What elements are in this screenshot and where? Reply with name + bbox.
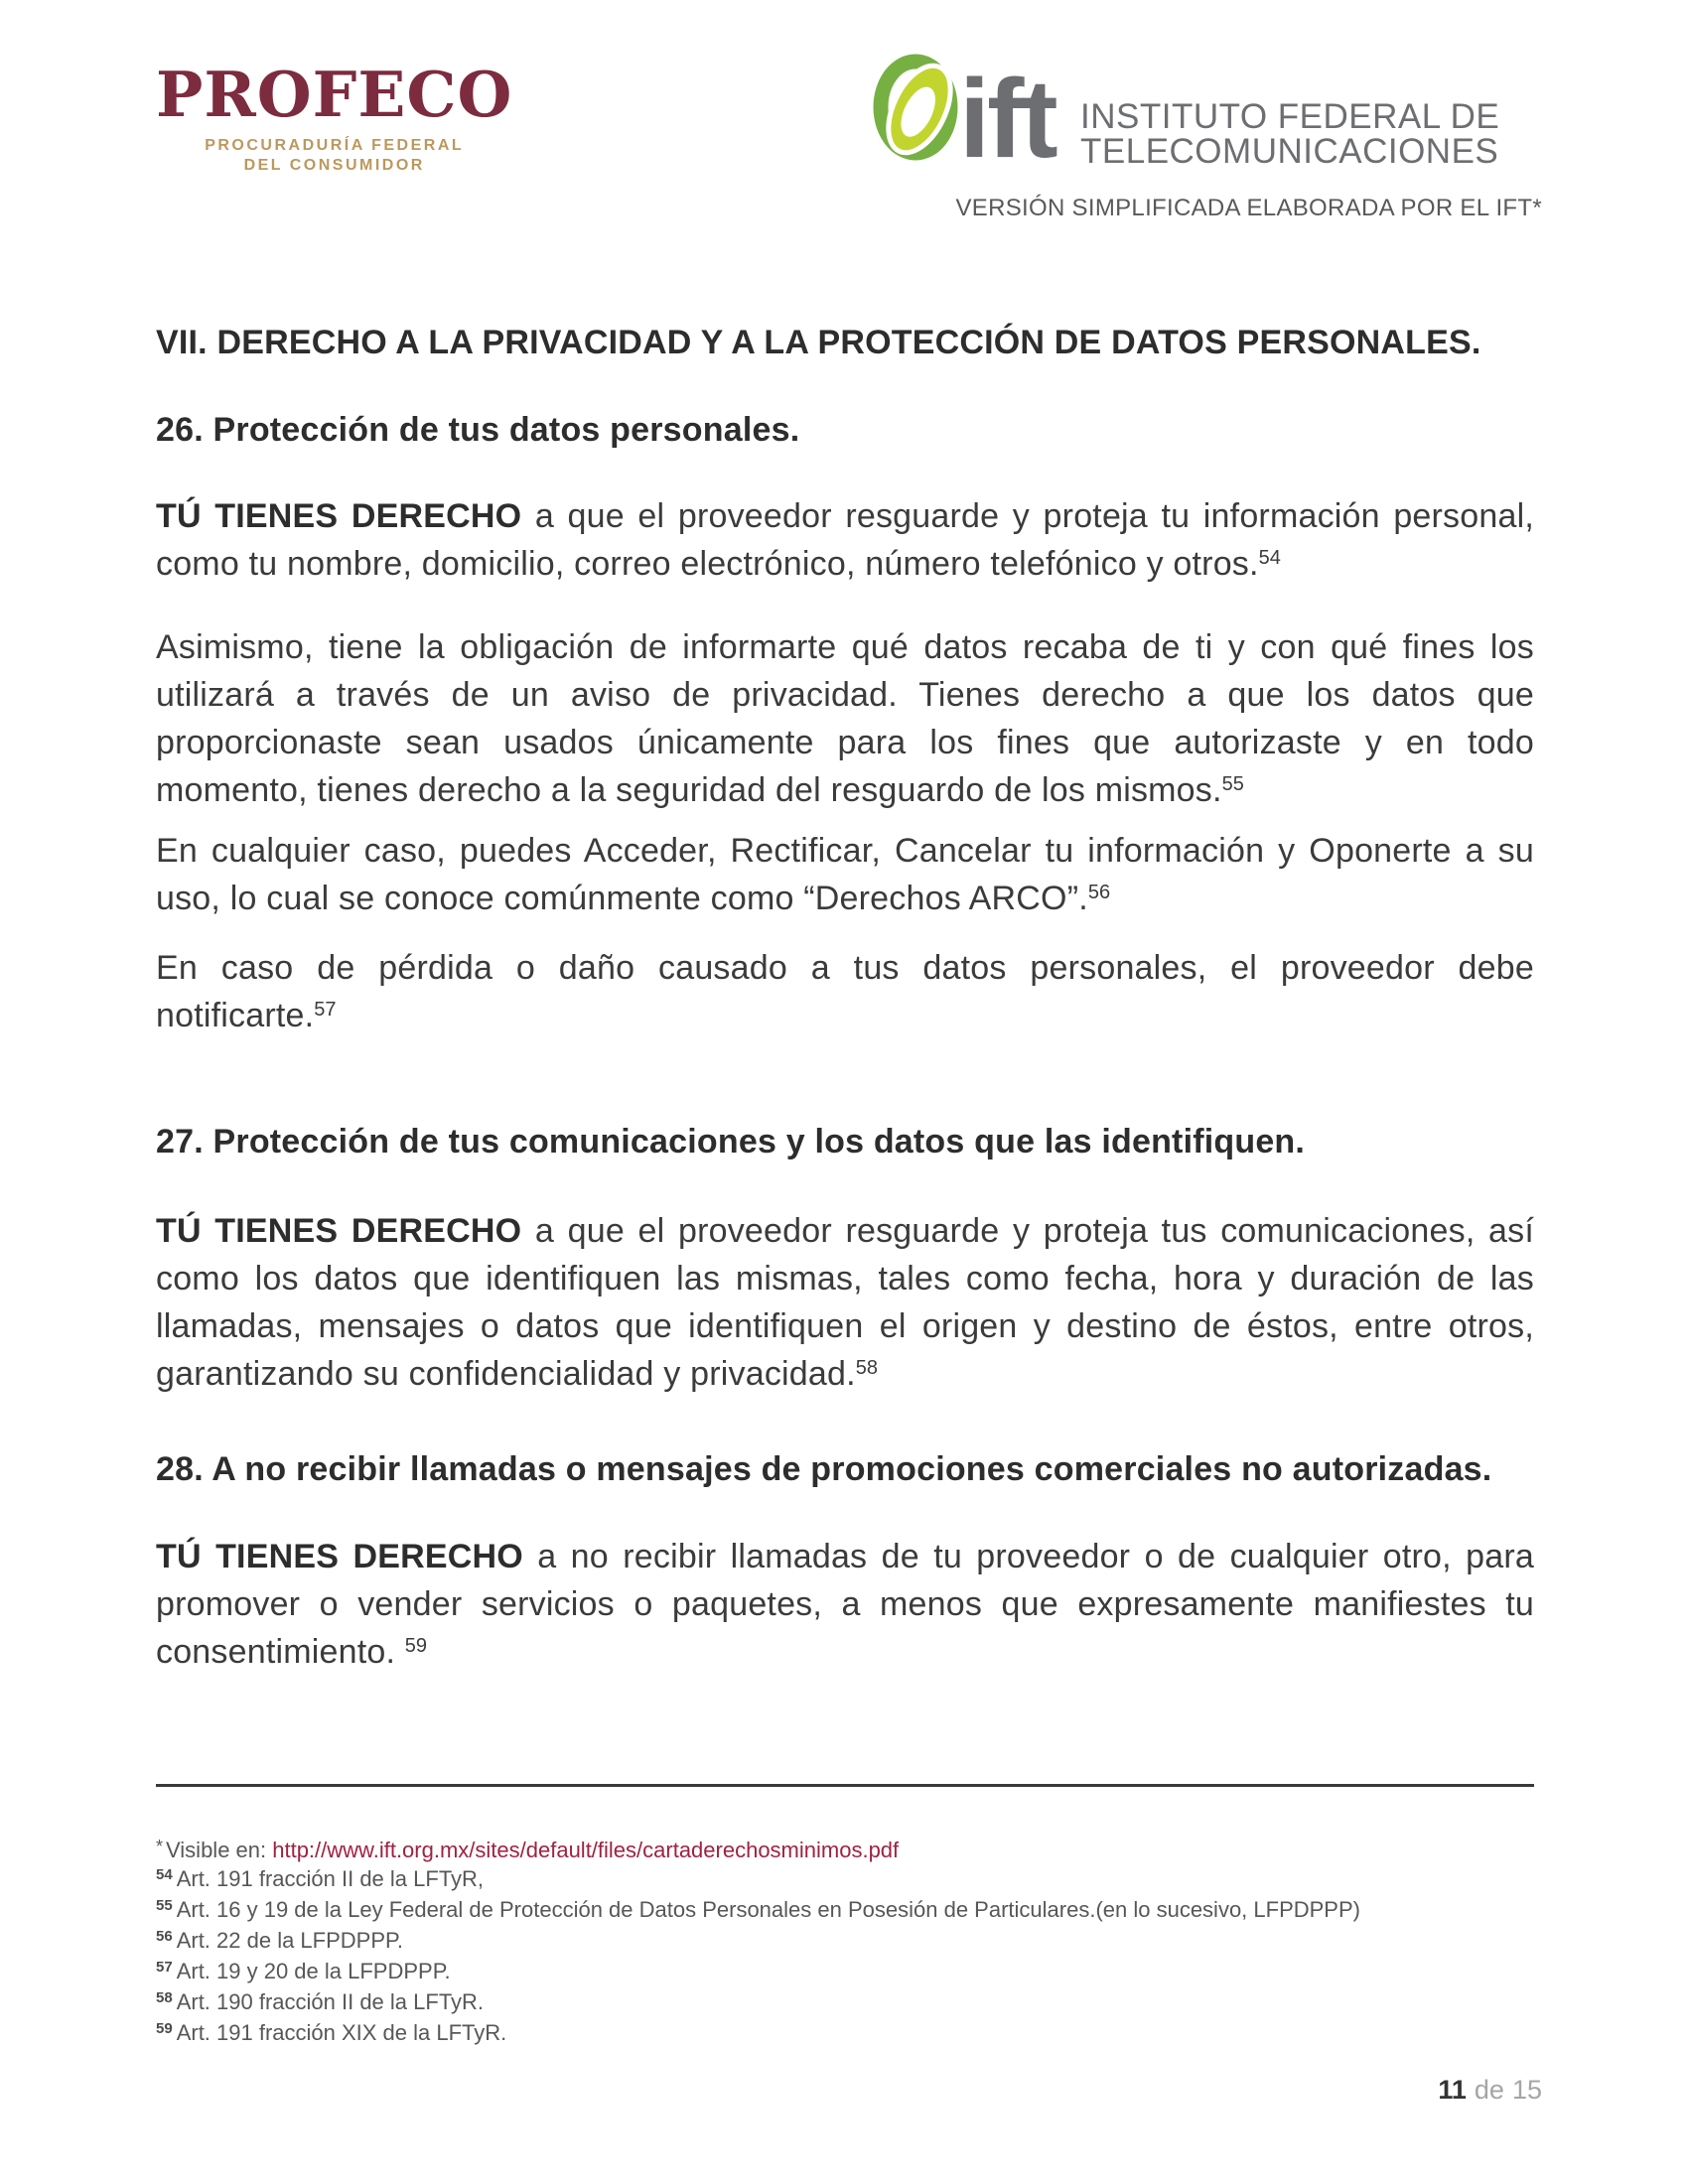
ift-name-line1: INSTITUTO FEDERAL DE bbox=[1080, 97, 1500, 136]
footnote-link[interactable]: http://www.ift.org.mx/sites/default/files/cartaderechosminimos.pdf bbox=[272, 1838, 900, 1862]
footnote-ref-54: 54 bbox=[1258, 547, 1281, 569]
footnote-ref-55: 55 bbox=[1221, 773, 1244, 795]
footnote-ref-57: 57 bbox=[314, 999, 337, 1021]
footnote-59-text: Art. 191 fracción XIX de la LFTyR. bbox=[176, 2020, 507, 2045]
profeco-logo bbox=[156, 58, 513, 176]
version-tagline: VERSIÓN SIMPLIFICADA ELABORADA POR EL IFT* bbox=[955, 195, 1542, 221]
paragraph-26-4-text: En caso de pérdida o daño causado a tus datos personales, el proveedor debe notificarte. bbox=[156, 949, 1534, 1034]
footnotes bbox=[156, 1837, 1546, 2050]
profeco-wordmark: PROFECO bbox=[156, 58, 513, 131]
paragraph-28-1-lead: TÚ TIENES DERECHO bbox=[156, 1538, 523, 1575]
paragraph-26-4 bbox=[156, 944, 1534, 1044]
footnote-57-text: Art. 19 y 20 de la LFPDPPP. bbox=[176, 1959, 451, 1983]
footnote-ref-58: 58 bbox=[855, 1357, 879, 1379]
footnote-59 bbox=[156, 2019, 1546, 2050]
footnote-58 bbox=[156, 1988, 1546, 2019]
footnote-ref-59: 59 bbox=[404, 1635, 428, 1657]
paragraph-27-1-text: a que el proveedor resguarde y proteja tus comunicaciones, así como los datos que identifiquen las mismas, tales como fecha, hora y duración de las llamadas, mensajes o datos que identifiquen el origen y destino de éstos, entre otros, garantizando su confidencialidad y privacidad. bbox=[156, 1212, 1535, 1393]
ift-logo-icon bbox=[872, 46, 963, 173]
page-number bbox=[1438, 2075, 1542, 2106]
footnote-58-text: Art. 190 fracción II de la LFTyR. bbox=[176, 1989, 485, 2014]
footnote-54 bbox=[156, 1865, 1546, 1896]
footnote-58-marker: 58 bbox=[156, 1989, 173, 2006]
page-number-current: 11 bbox=[1438, 2075, 1467, 2105]
heading-28: 28. A no recibir llamadas o mensajes de promociones comerciales no autorizadas. bbox=[156, 1450, 1492, 1488]
footnote-57-marker: 57 bbox=[156, 1959, 173, 1976]
paragraph-26-2 bbox=[156, 623, 1534, 819]
paragraph-28-1-text: a no recibir llamadas de tu proveedor o de cualquier otro, para promover o vender servicios o paquetes, a menos que expresamente manifiestes tu consentimiento. bbox=[156, 1538, 1534, 1671]
footnote-59-marker: 59 bbox=[156, 2020, 173, 2037]
paragraph-27-1 bbox=[156, 1207, 1534, 1403]
footnote-55-marker: 55 bbox=[156, 1897, 173, 1914]
paragraph-26-3-text: En cualquier caso, puedes Acceder, Rectificar, Cancelar tu información y Oponerte a su uso, lo cual se conoce comúnmente como “Derechos ARCO”. bbox=[156, 832, 1534, 917]
footnote-ref-56: 56 bbox=[1087, 882, 1111, 903]
paragraph-27-1-lead: TÚ TIENES DERECHO bbox=[156, 1212, 522, 1250]
footnote-57 bbox=[156, 1958, 1546, 1988]
footnote-divider bbox=[156, 1784, 1534, 1787]
profeco-subtitle-line1: PROCURADURÍA FEDERAL bbox=[205, 137, 465, 154]
paragraph-26-1-lead: TÚ TIENES DERECHO bbox=[156, 497, 522, 535]
ift-name-line2: TELECOMUNICACIONES bbox=[1080, 132, 1499, 171]
heading-27: 27. Protección de tus comunicaciones y los datos que las identifiquen. bbox=[156, 1123, 1306, 1160]
ift-wordmark: ift bbox=[959, 57, 1055, 181]
footnote-55 bbox=[156, 1896, 1546, 1927]
footnote-asterisk-label: Visible en: bbox=[166, 1838, 273, 1862]
profeco-subtitle-line2: DEL CONSUMIDOR bbox=[243, 157, 425, 174]
heading-26: 26. Protección de tus datos personales. bbox=[156, 411, 800, 449]
page-number-separator: de bbox=[1474, 2075, 1504, 2105]
paragraph-26-3 bbox=[156, 827, 1534, 927]
paragraph-26-1-text: a que el proveedor resguarde y proteja tu información personal, como tu nombre, domicilio, correo electrónico, número telefónico y otros. bbox=[156, 497, 1534, 583]
footnote-asterisk bbox=[156, 1837, 1546, 1865]
ift-institute-name bbox=[1080, 99, 1499, 169]
footnote-56-text: Art. 22 de la LFPDPPP. bbox=[176, 1928, 403, 1953]
paragraph-28-1 bbox=[156, 1533, 1534, 1681]
footnote-56 bbox=[156, 1927, 1546, 1958]
footnote-asterisk-marker: * bbox=[156, 1837, 164, 1856]
footnote-54-marker: 54 bbox=[156, 1866, 173, 1883]
profeco-subtitle bbox=[156, 136, 512, 176]
footnote-55-text: Art. 16 y 19 de la Ley Federal de Protección de Datos Personales en Posesión de Particulares.(en lo sucesivo, LFPDPPP) bbox=[176, 1897, 1360, 1922]
paragraph-26-2-text: Asimismo, tiene la obligación de informarte qué datos recaba de ti y con qué fines los utilizará a través de un aviso de privacidad. Tienes derecho a que los datos que proporcionaste sean usados únicamente para los fines que autorizaste y en todo momento, tienes derecho a la seguridad del resguardo de los mismos. bbox=[156, 628, 1534, 809]
page-number-total: 15 bbox=[1511, 2075, 1542, 2105]
footnote-54-text: Art. 191 fracción II de la LFTyR, bbox=[176, 1866, 485, 1891]
section-title: VII. DERECHO A LA PRIVACIDAD Y A LA PROTECCIÓN DE DATOS PERSONALES. bbox=[156, 324, 1481, 361]
paragraph-26-1 bbox=[156, 492, 1534, 593]
footnote-56-marker: 56 bbox=[156, 1928, 173, 1945]
